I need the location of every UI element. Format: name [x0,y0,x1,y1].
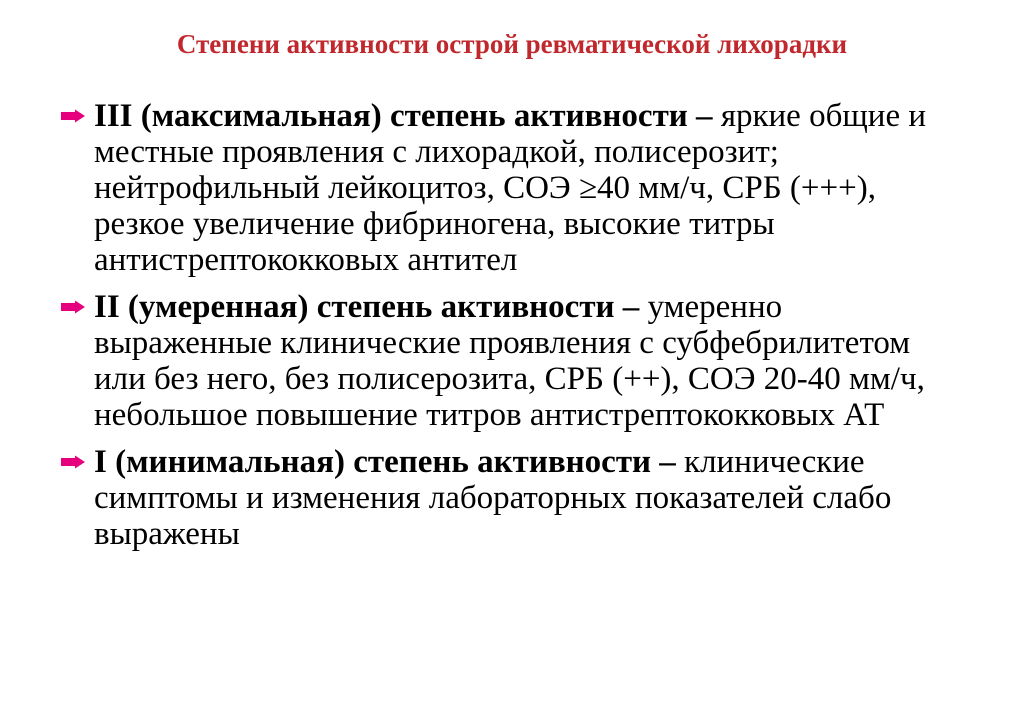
pointer-arrow-icon [60,109,86,123]
slide-title: Степени активности острой ревматической лихорадки [176,29,848,59]
degree-description: клинические симптомы и изменения лабораторных показателей слабо выражены [94,444,892,552]
degree-heading: III (максимальная) степень активности – [94,98,713,134]
activity-degree-list [60,98,960,563]
degree-description: яркие общие и местные проявления с лихорадкой, полисерозит; нейтрофильный лейкоцитоз, СОЭ ≥40 мм/ч, СРБ (+++), резкое увеличение фибриногена, высокие титры антистрептококковых антител [94,98,926,278]
pointer-arrow-icon [60,300,86,314]
degree-heading: II (умеренная) степень активности – [94,289,640,325]
degree-description: умеренно выраженные клинические проявления с субфебрилитетом или без него, без полисерозита, СРБ (++), СОЭ 20-40 мм/ч, небольшое повышение титров антистрептококковых АТ [94,289,925,433]
list-item-degree-2 [60,289,960,433]
list-item-degree-1 [60,444,960,552]
pointer-arrow-icon [60,455,86,469]
degree-heading: I (минимальная) степень активности – [94,444,676,480]
list-item-degree-3 [60,98,960,278]
